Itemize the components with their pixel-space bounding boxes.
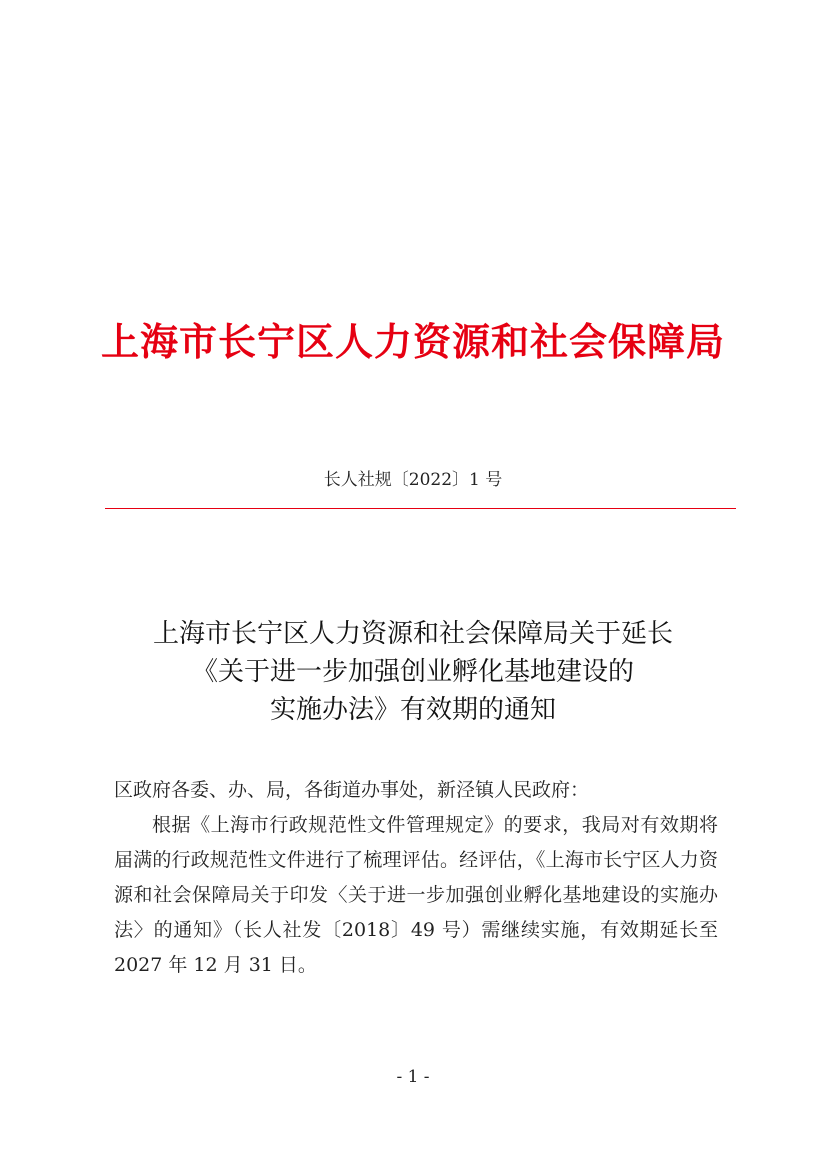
addressee-line: 区政府各委、办、局，各街道办事处，新泾镇人民政府： xyxy=(114,779,590,801)
body-paragraph: 根据《上海市行政规范性文件管理规定》的要求，我局对有效期将届满的行政规范性文件进行了梳理评估。经评估，《上海市长宁区人力资源和社会保障局关于印发〈关于进一步加强创业孵化基地建设的实施办法〉的通知》（长人社发〔2018〕49 号）需继续实施，有效期延长至 2027 年 12 月 31 日。 xyxy=(114,814,718,976)
document-title-line-1: 上海市长宁区人力资源和社会保障局关于延长 xyxy=(152,619,673,649)
red-divider-line xyxy=(105,508,736,509)
document-body xyxy=(114,773,718,983)
document-title-line-2: 《关于进一步加强创业孵化基地建设的 xyxy=(191,657,634,687)
issuing-organization-header: 上海市长宁区人力资源和社会保障局 xyxy=(100,319,725,364)
page-number: - 1 - xyxy=(396,1067,430,1087)
document-number: 长人社规〔2022〕1 号 xyxy=(323,470,503,490)
document-title xyxy=(80,615,746,729)
document-title-line-3: 实施办法》有效期的通知 xyxy=(269,695,556,725)
